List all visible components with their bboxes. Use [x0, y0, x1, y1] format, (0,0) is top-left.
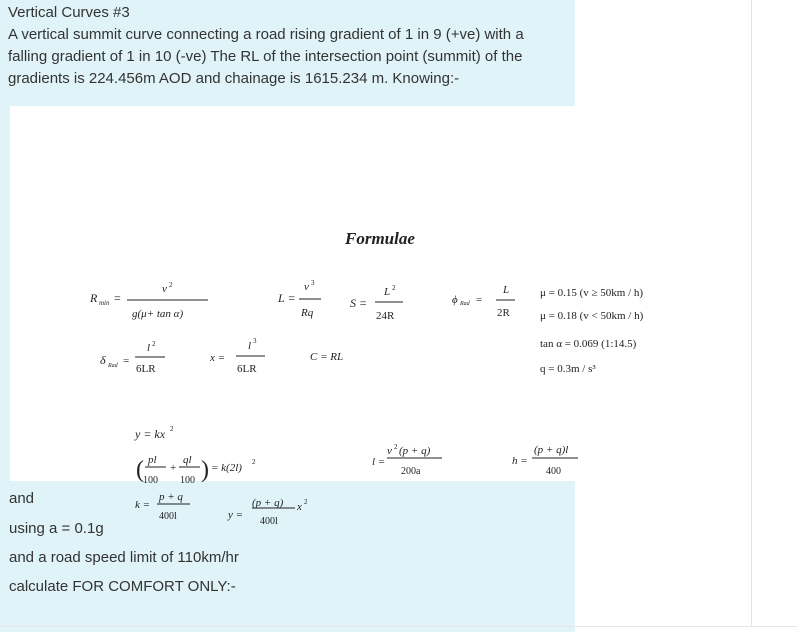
formula-rmin	[89, 281, 208, 320]
svg-text:v: v	[387, 445, 392, 457]
svg-text:400: 400	[546, 466, 561, 477]
svg-text:2R: 2R	[497, 307, 510, 319]
svg-text:6LR: 6LR	[237, 363, 257, 375]
svg-text:Rq: Rq	[301, 307, 314, 319]
svg-text:S =: S =	[350, 296, 368, 310]
svg-text:y = kx: y = kx	[135, 427, 166, 441]
formula-h	[512, 444, 578, 477]
condition-q: q = 0.3m / s³	[540, 363, 596, 375]
condition-mu-low: μ = 0.18 (v < 50km / h)	[540, 310, 644, 322]
svg-text:L: L	[384, 286, 391, 298]
svg-text:2: 2	[170, 425, 174, 433]
svg-text:3: 3	[311, 279, 315, 287]
formula-shift	[350, 284, 403, 322]
svg-text:(p + q): (p + q)	[399, 445, 431, 457]
svg-text:=: =	[114, 291, 121, 305]
svg-text:400l: 400l	[260, 516, 278, 527]
svg-text:100: 100	[180, 475, 195, 486]
svg-text:min: min	[99, 299, 110, 307]
svg-text:y =: y =	[228, 509, 244, 521]
formula-l	[372, 443, 442, 477]
speed-limit-text: and a road speed limit of 110km/hr	[9, 549, 239, 566]
svg-text:Rad: Rad	[108, 363, 118, 369]
formula-parabola	[134, 425, 174, 441]
instruction-text: calculate FOR COMFORT ONLY:-	[9, 578, 236, 595]
question-title: Vertical Curves #3	[8, 4, 130, 21]
svg-text:g(μ+ tan α): g(μ+ tan α)	[132, 308, 184, 320]
svg-text:l =: l =	[372, 456, 386, 468]
svg-text:x =: x =	[210, 352, 226, 364]
svg-text:v: v	[304, 281, 309, 293]
svg-text:24R: 24R	[376, 310, 395, 322]
formula-x-offset	[209, 337, 265, 375]
svg-text:v: v	[162, 283, 167, 295]
question-header	[0, 0, 575, 99]
svg-text:=: =	[476, 294, 483, 306]
svg-text:=: =	[123, 355, 130, 367]
svg-text:k =: k =	[135, 499, 151, 511]
question-lower	[0, 481, 575, 632]
formula-delta	[100, 340, 165, 375]
svg-text:400l: 400l	[159, 511, 177, 522]
formula-c: C = RL	[310, 351, 344, 363]
bottom-divider	[0, 626, 797, 627]
svg-text:= k(2l): = k(2l)	[211, 462, 242, 474]
formula-phi	[452, 284, 515, 319]
svg-text:100: 100	[143, 475, 158, 486]
svg-text:+: +	[170, 462, 177, 474]
svg-text:h =: h =	[512, 455, 528, 467]
svg-text:2: 2	[152, 340, 156, 348]
formula-length	[277, 279, 321, 319]
svg-text:x: x	[297, 501, 302, 513]
svg-text:(p + q)l: (p + q)l	[534, 444, 569, 456]
svg-text:l: l	[248, 340, 252, 352]
svg-text:p + q: p + q	[159, 491, 183, 503]
acceleration-text: using a = 0.1g	[9, 520, 104, 537]
svg-text:(p + q): (p + q)	[252, 497, 284, 509]
svg-text:3: 3	[253, 337, 257, 345]
svg-text:(: (	[136, 457, 144, 483]
svg-text:L =: L =	[278, 291, 296, 305]
svg-text:δ: δ	[100, 353, 106, 367]
condition-tan-alpha: tan α = 0.069 (1:14.5)	[540, 338, 637, 350]
right-panel	[751, 0, 798, 627]
svg-text:200a: 200a	[401, 466, 421, 477]
svg-text:2: 2	[252, 458, 256, 466]
svg-text:2: 2	[304, 498, 308, 506]
svg-text:ϕ: ϕ	[452, 294, 458, 306]
svg-text:L: L	[503, 284, 510, 296]
and-text: and	[9, 490, 35, 507]
condition-mu-high: μ = 0.15 (v ≥ 50km / h)	[540, 287, 644, 299]
formulae-heading: Formulae	[345, 229, 415, 248]
svg-text:): )	[201, 457, 209, 483]
svg-text:l: l	[147, 342, 151, 354]
svg-text:ql: ql	[183, 454, 192, 466]
svg-text:2: 2	[394, 443, 398, 451]
svg-text:R: R	[90, 291, 98, 305]
svg-text:2: 2	[392, 284, 396, 292]
question-text: A vertical summit curve connecting a road rising gradient of 1 in 9 (+ve) with a falling gradient of 1 in 10 (-ve) The RL of the intersection point (summit) of the gradients is 224.456m AOD and chainage is 1615.234 m. Knowing:-	[8, 26, 524, 87]
svg-text:6LR: 6LR	[136, 363, 156, 375]
svg-text:pl: pl	[148, 454, 157, 466]
svg-text:2: 2	[169, 281, 173, 289]
svg-text:Rad: Rad	[460, 301, 470, 307]
